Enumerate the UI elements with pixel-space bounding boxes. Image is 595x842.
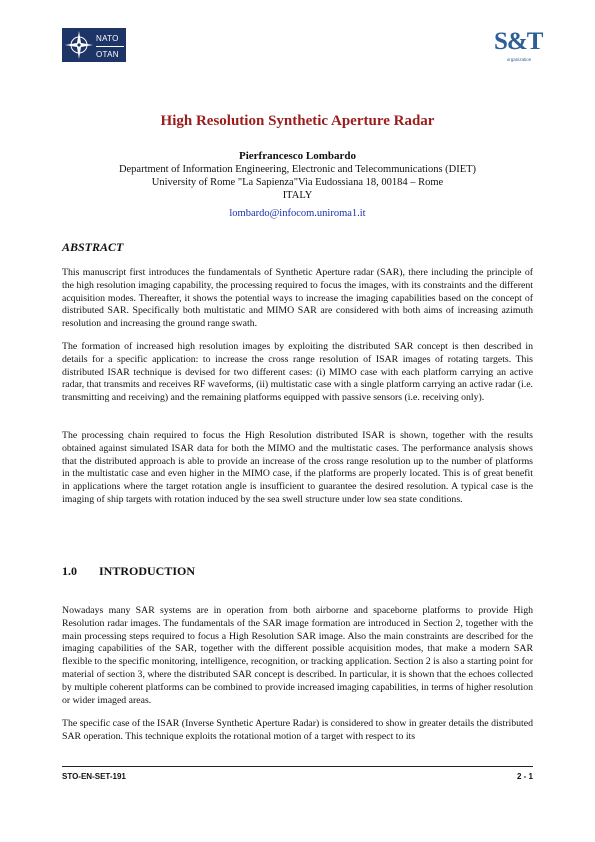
introduction-paragraph: The specific case of the ISAR (Inverse Synthetic Aperture Radar) is considered to show in greater details the distributed SAR operation. This technique exploits the rotational motion of a target with respect to its <box>62 718 533 742</box>
nato-otan-logo <box>62 28 126 62</box>
introduction-heading: INTRODUCTION <box>99 564 196 578</box>
abstract-paragraph: The formation of increased high resolution images by exploiting the distributed SAR concept is then described in details for a specific application: to increase the cross range resolution of ISAR images of rotating targets. This distributed ISAR technique is devised for two different cases: (i) MIMO case with each platform carrying an active radar, that transmits and receives RF waveforms, (ii) multistatic case with a single platform carrying an active radar (i.e. transmitting and receiving) and the remaining platforms equipped with passive sensors (i.e. receiving only). <box>62 341 533 404</box>
affiliation-country: ITALY <box>282 190 313 201</box>
footer-divider <box>62 766 533 767</box>
section-number: 1.0 <box>62 564 77 578</box>
otan-logo-text: OTAN <box>96 46 124 62</box>
author-name: Pierfrancesco Lombardo <box>239 150 356 162</box>
nato-logo-text: NATO <box>96 34 119 43</box>
affiliation-university: University of Rome "La Sapienza"Via Eudossiana 18, 00184 – Rome <box>151 177 444 188</box>
introduction-paragraph: Nowadays many SAR systems are in operation from both airborne and spaceborne platforms to provide High Resolution radar images. The fundamentals of the SAR image formation are introduced in Section 2, together with the main processing steps required to focus a High Resolution SAR image. Also the main constraints are described for the imaging capabilities of the SAR, together with the different possible acquisition modes, that make a modern SAR flexible to the specific monitoring, intelligence, recognition, or tracking application. Section 2 is also a starting point for material of section 3, where the distributed SAR concept is described. In particular, it is shown that the echoes collected by multiple coherent platforms can be combined to provide increased imaging capabilities, in terms of higher resolution or wider imaged areas. <box>62 605 533 706</box>
sto-st-logo <box>494 28 542 66</box>
author-email-link[interactable]: lombardo@infocom.uniroma1.it <box>229 208 366 219</box>
footer-document-id: STO-EN-SET-191 <box>62 772 126 781</box>
paper-title: High Resolution Synthetic Aperture Radar <box>160 113 435 129</box>
abstract-heading: ABSTRACT <box>62 240 124 254</box>
abstract-paragraph: This manuscript first introduces the fundamentals of Synthetic Aperture radar (SAR), there including the principle of the high resolution imaging capability, the processing required to focus the images, with its constraints and the different acquisition modes. Thereafter, it shows the potential ways to increase the imaging capabilities based on the concept of distributed SAR. Specifically both multistatic and MIMO SAR are considered with both aims of increasing azimuth resolution and increasing the ground range swath. <box>62 267 533 330</box>
st-logo-subtext: organization <box>506 57 532 62</box>
footer-page-number: 2 - 1 <box>516 772 533 781</box>
affiliation-department: Department of Information Engineering, Electronic and Telecommunications (DIET) <box>118 164 477 175</box>
st-logo-text: S&T <box>494 28 543 55</box>
nato-compass-star-icon <box>64 30 94 60</box>
abstract-paragraph: The processing chain required to focus the High Resolution distributed ISAR is shown, together with the results obtained against simulated ISAR data for both the MIMO and the multistatic cases. The performance analysis shows that the distributed approach is able to provide an increase of the cross range resolution up to the number of platforms in the multistatic case and even higher in the MIMO case, if the platforms are properly located. This is of great benefit in applications where the target rotation angle is insufficient to guarantee the desired resolution. A typical case is the imaging of ship targets with rotation induced by the sea swell structure under low sea state conditions. <box>62 430 533 505</box>
